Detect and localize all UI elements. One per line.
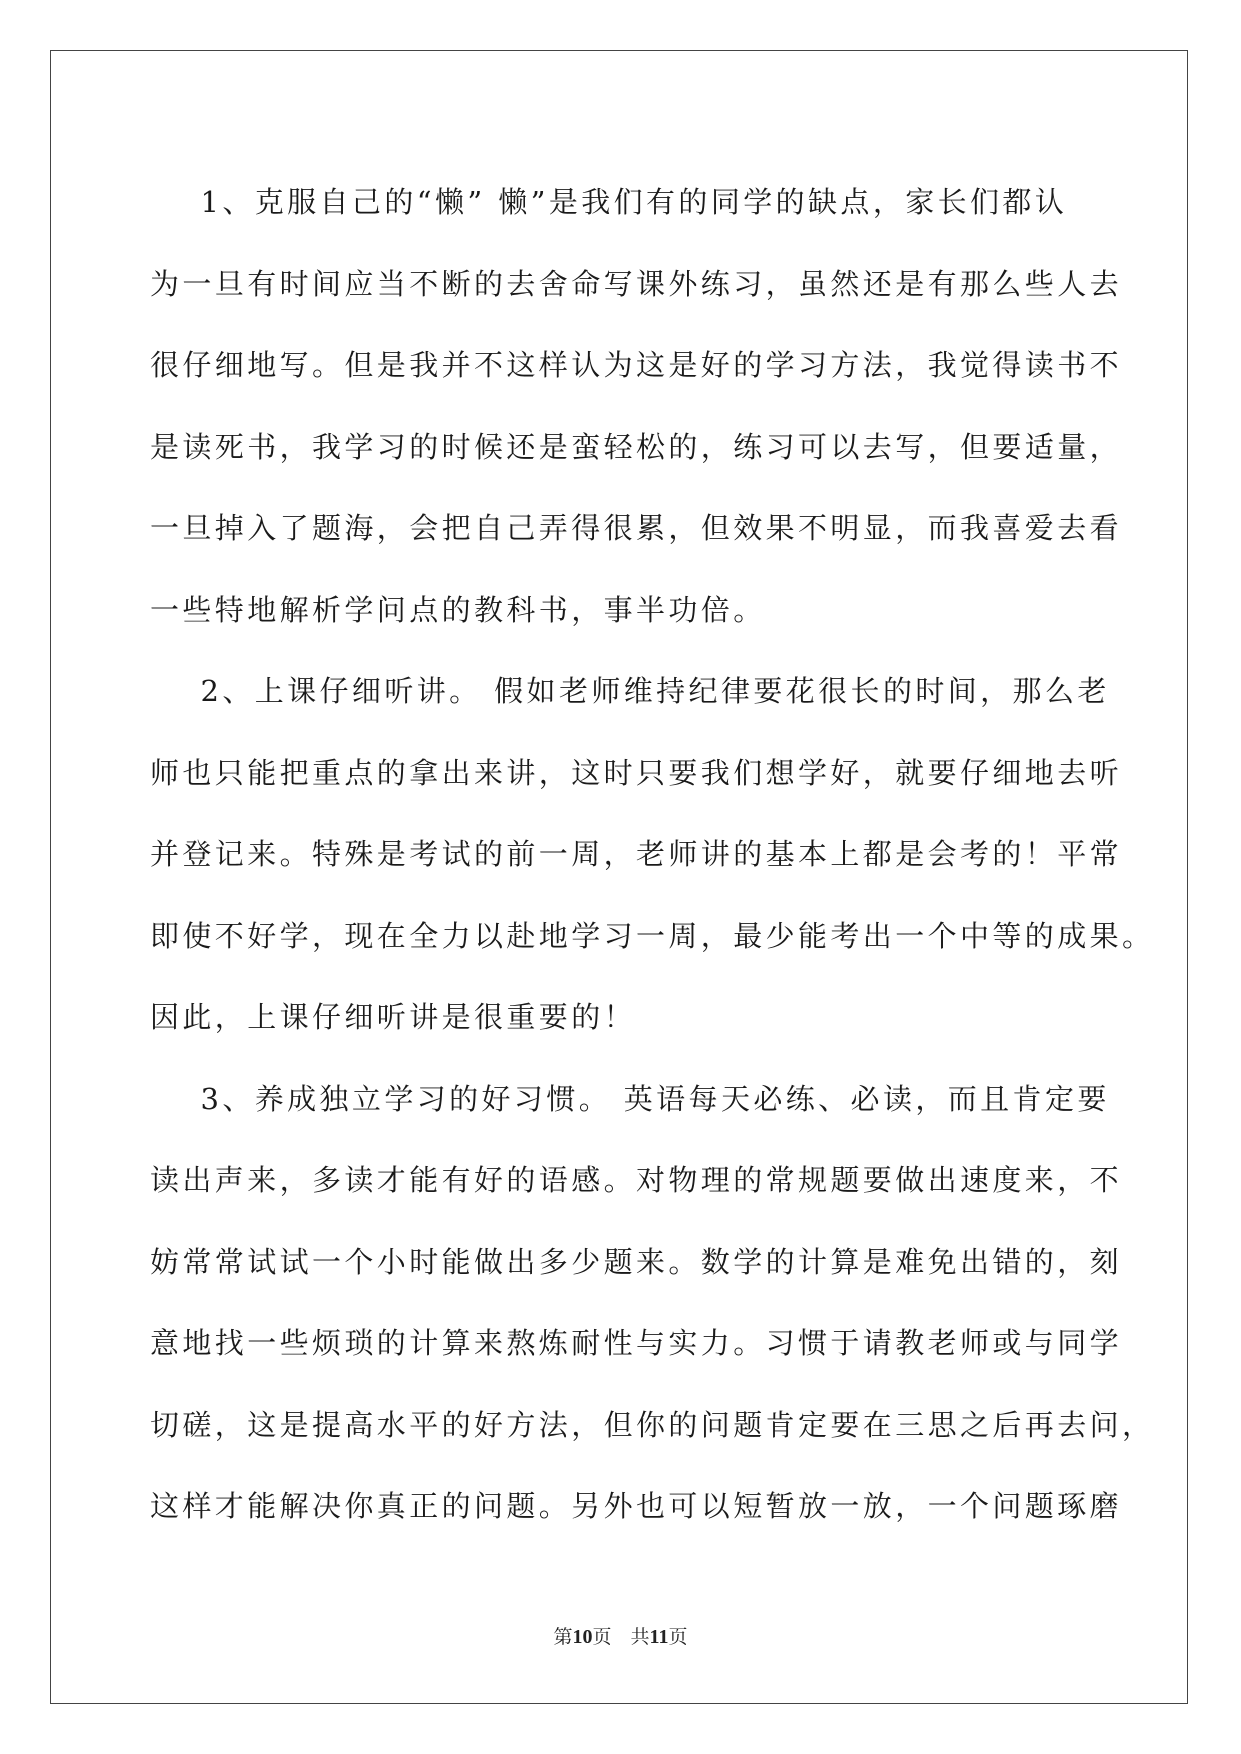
total-page-number: 11 (649, 1626, 669, 1648)
text-line: 1、克服自己的“懒” 懒”是我们有的同学的缺点，家长们都认 (150, 185, 1068, 219)
text-line: 2、上课仔细听讲。 假如老师维持纪律要花很长的时间，那么老 (150, 674, 1110, 708)
footer-middle: 页 共 (592, 1627, 650, 1648)
footer-suffix: 页 (668, 1627, 688, 1648)
text-line: 意地找一些烦琐的计算来熬炼耐性与实力。习惯于请教老师或与同学 (150, 1326, 1123, 1360)
text-line: 并登记来。特殊是考试的前一周，老师讲的基本上都是会考的！平常 (150, 837, 1123, 871)
text-line: 为一旦有时间应当不断的去舍命写课外练习，虽然还是有那么些人去 (150, 266, 1123, 301)
footer-prefix: 第 (553, 1627, 573, 1648)
text-line: 即使不好学，现在全力以赴地学习一周，最少能考出一个中等的成果。 (150, 918, 1155, 953)
text-line: 是读死书，我学习的时候还是蛮轻松的，练习可以去写，但要适量， (150, 429, 1123, 464)
document-body (150, 162, 1155, 1548)
text-line: 师也只能把重点的拿出来讲，这时只要我们想学好，就要仔细地去听 (150, 755, 1123, 790)
text-line: 一旦掉入了题海，会把自己弄得很累，但效果不明显，而我喜爱去看 (150, 511, 1123, 545)
text-line: 读出声来，多读才能有好的语感。对物理的常规题要做出速度来，不 (150, 1163, 1123, 1197)
current-page-number: 10 (572, 1626, 593, 1648)
text-line: 切磋，这是提高水平的好方法，但你的问题肯定要在三思之后再去问， (150, 1407, 1155, 1442)
page-footer (0, 1622, 1241, 1649)
text-line: 一些特地解析学问点的教科书，事半功倍。 (150, 592, 766, 627)
text-line: 妨常常试试一个小时能做出多少题来。数学的计算是难免出错的，刻 (150, 1244, 1123, 1279)
text-line: 3、养成独立学习的好习惯。 英语每天必练、必读，而且肯定要 (150, 1081, 1110, 1116)
text-line: 这样才能解决你真正的问题。另外也可以短暂放一放，一个问题琢磨 (150, 1489, 1123, 1523)
text-line: 因此，上课仔细听讲是很重要的！ (150, 1000, 637, 1034)
text-line: 很仔细地写。但是我并不这样认为这是好的学习方法，我觉得读书不 (150, 348, 1123, 382)
